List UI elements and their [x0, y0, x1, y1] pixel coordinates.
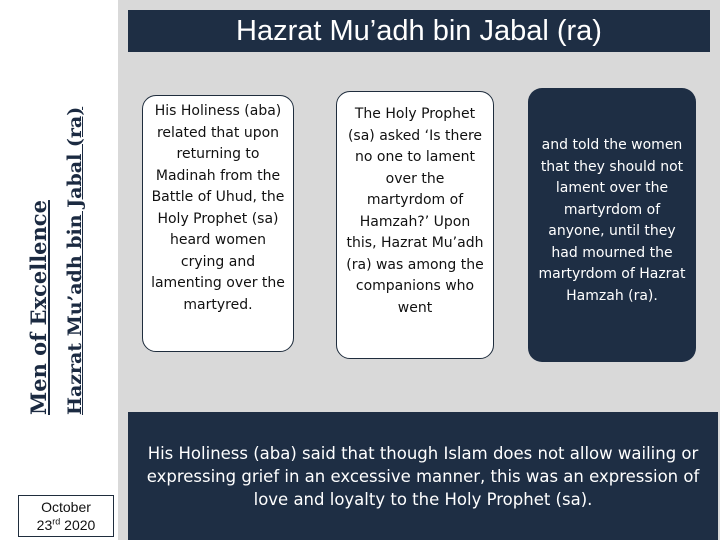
text-card-1: His Holiness (aba) related that upon returning to Madinah from the Battle of Uhud, the Holy Prophet (sa) heard women crying and lamenting over the martyred. [142, 95, 294, 352]
series-title: Men of Excellence [26, 200, 51, 415]
date-month: October [41, 499, 91, 515]
subject-title: Hazrat Mu’adh bin Jabal (ra) [64, 106, 86, 415]
text-card-3: and told the women that they should not lament over the martyrdom of anyone, until they had mourned the martyrdom of Hazrat Hamzah (ra). [528, 88, 696, 362]
date-day-year [19, 516, 113, 534]
page-title: Hazrat Mu’adh bin Jabal (ra) [128, 10, 710, 52]
date-box [18, 495, 114, 537]
date-day: 23 [36, 517, 53, 533]
sidebar [0, 0, 118, 540]
text-card-4: His Holiness (aba) said that though Islam does not allow wailing or expressing grief in an excessive manner, this was an expression of love and loyalty to the Holy Prophet (sa). [128, 412, 718, 540]
date-year: 2020 [64, 517, 96, 533]
date-suffix: rd [52, 516, 61, 527]
text-card-2: The Holy Prophet (sa) asked ‘Is there no one to lament over the martyrdom of Hamzah?’ Upon this, Hazrat Mu’adh (ra) was among the companions who went [336, 91, 494, 359]
vertical-title [20, 107, 92, 415]
